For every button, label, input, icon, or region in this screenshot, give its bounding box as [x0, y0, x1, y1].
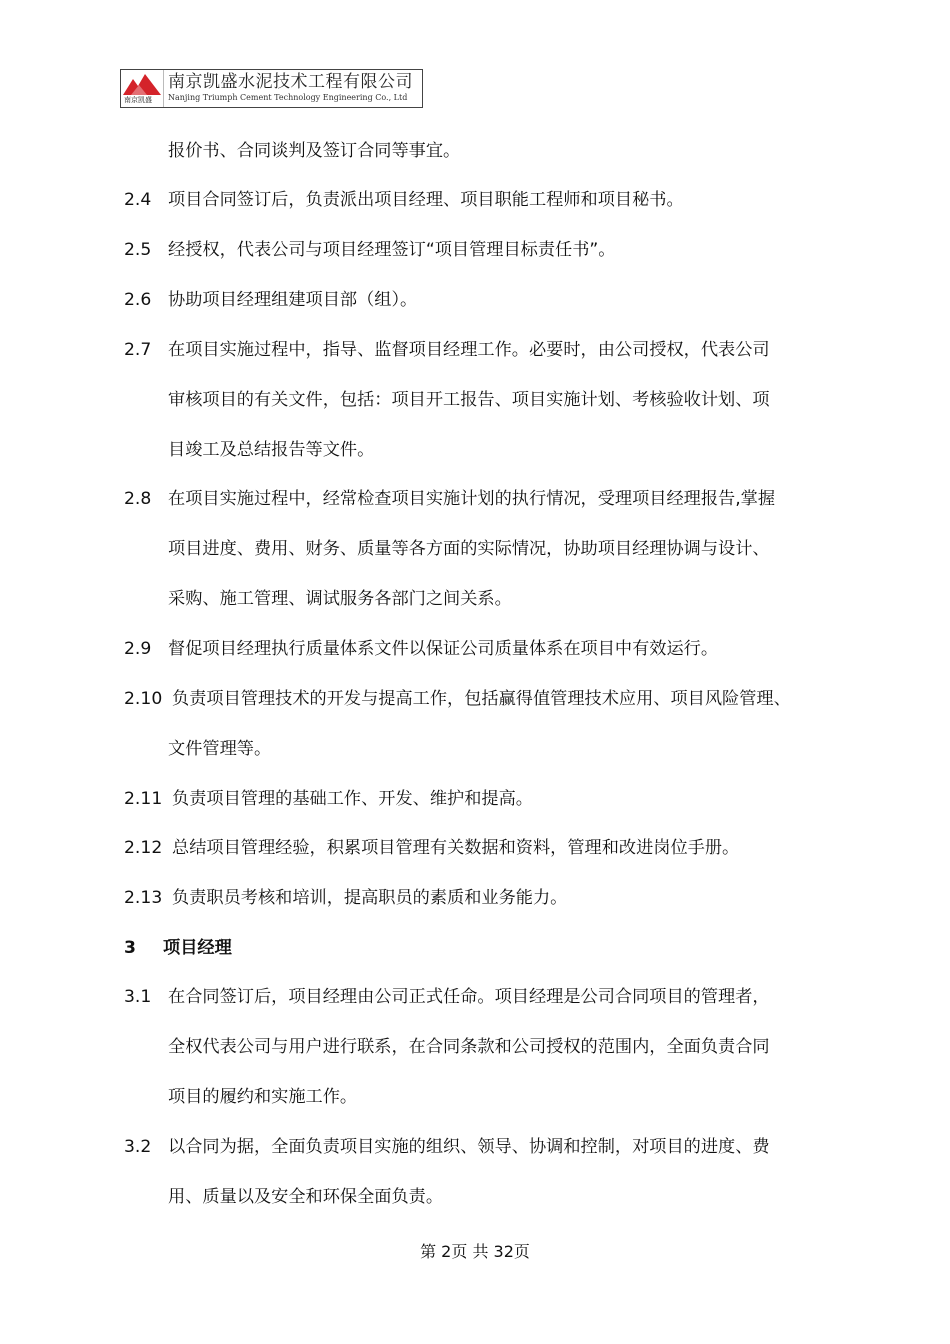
item-text: 项目的履约和实施工作。: [168, 1087, 358, 1107]
item-number: 2.8: [124, 489, 152, 509]
item-text: 负责职员考核和培训，提高职员的素质和业务能力。: [172, 888, 568, 908]
item-number: 2.10: [124, 689, 163, 709]
item-number: 3.2: [124, 1137, 152, 1157]
item-number: 2.13: [124, 888, 163, 908]
item-text: 在合同签订后，项目经理由公司正式任命。项目经理是公司合同项目的管理者，: [168, 987, 770, 1007]
company-name-en: Nanjing Triumph Cement Technology Engineering Co., Ltd: [168, 93, 408, 102]
item-text: 项目合同签订后，负责派出项目经理、项目职能工程师和项目秘书。: [168, 190, 684, 210]
item-text: 督促项目经理执行质量体系文件以保证公司质量体系在项目中有效运行。: [168, 639, 719, 659]
logo-caption: 南京凯盛: [124, 96, 152, 104]
item-text: 文件管理等。: [168, 739, 272, 759]
section-heading: 项目经理: [163, 938, 232, 958]
company-name-cn: 南京凯盛水泥技术工程有限公司: [168, 72, 413, 92]
continuation-line: 报价书、合同谈判及签订合同等事宜。: [168, 141, 461, 161]
item-number: 2.4: [124, 190, 152, 210]
red-mountain-logo-icon: [121, 70, 163, 96]
item-text: 负责项目管理的基础工作、开发、维护和提高。: [172, 789, 533, 809]
item-text: 负责项目管理技术的开发与提高工作，包括赢得值管理技术应用、项目风险管理、: [172, 689, 791, 709]
company-logo: [121, 70, 164, 107]
item-text: 采购、施工管理、调试服务各部门之间关系。: [168, 589, 512, 609]
page-number: 第 2页 共 32页: [420, 1242, 530, 1261]
letterhead: [120, 69, 423, 108]
item-text: 经授权，代表公司与项目经理签订“项目管理目标责任书”。: [168, 240, 616, 260]
item-number: 3.1: [124, 987, 152, 1007]
item-number: 2.11: [124, 789, 163, 809]
item-number: 2.7: [124, 340, 152, 360]
item-text: 以合同为据，全面负责项目实施的组织、领导、协调和控制，对项目的进度、费: [168, 1137, 770, 1157]
item-text: 在项目实施过程中，经常检查项目实施计划的执行情况，受理项目经理报告,掌握: [168, 489, 776, 509]
item-text: 全权代表公司与用户进行联系，在合同条款和公司授权的范围内，全面负责合同: [168, 1037, 770, 1057]
item-text: 在项目实施过程中，指导、监督项目经理工作。必要时，由公司授权，代表公司: [168, 340, 770, 360]
section-number: 3: [124, 938, 136, 958]
item-number: 2.12: [124, 838, 163, 858]
item-text: 协助项目经理组建项目部（组）。: [168, 290, 418, 310]
item-text: 总结项目管理经验，积累项目管理有关数据和资料，管理和改进岗位手册。: [172, 838, 740, 858]
item-text: 用、质量以及安全和环保全面负责。: [168, 1187, 444, 1207]
item-text: 目竣工及总结报告等文件。: [168, 440, 375, 460]
item-text: 审核项目的有关文件，包括：项目开工报告、项目实施计划、考核验收计划、项: [168, 390, 770, 410]
item-text: 项目进度、费用、财务、质量等各方面的实际情况，协助项目经理协调与设计、: [168, 539, 770, 559]
item-number: 2.6: [124, 290, 152, 310]
item-number: 2.5: [124, 240, 152, 260]
item-number: 2.9: [124, 639, 152, 659]
